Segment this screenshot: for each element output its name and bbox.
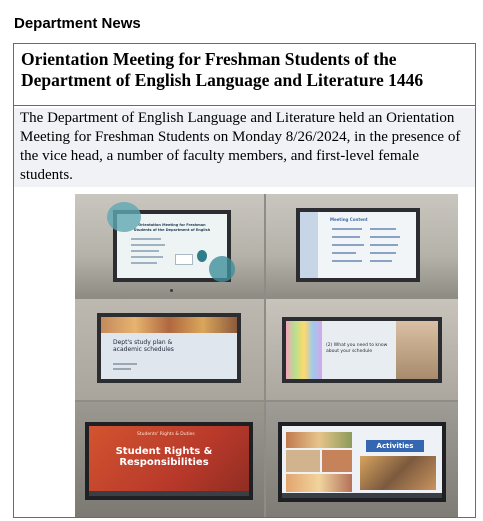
slide-title: (2) What you need to know about your schedule (326, 343, 388, 354)
slide-title: Student Rights & Responsibilities (115, 446, 213, 468)
photo-orientation-slide (75, 194, 264, 297)
slide-title: Activities (366, 440, 424, 452)
slide-title: Meeting Content (330, 217, 368, 222)
photo-activities-slide (266, 402, 458, 517)
body-cell (14, 106, 475, 517)
slide-title: Dept's study plan & academic schedules (113, 339, 174, 353)
title-cell (14, 44, 475, 106)
slide-title: Orientation Meeting for Freshman Students of the Department of English (133, 223, 211, 232)
photo-student-rights-slide (75, 402, 264, 517)
article-title: Orientation Meeting for Freshman Students of the Department of English Language and Literature 1446 (21, 49, 424, 90)
photo-schedule-slide (266, 299, 458, 400)
news-table (13, 43, 476, 518)
photo-meeting-content-slide (266, 194, 458, 297)
photo-collage (75, 194, 458, 517)
slide-subtitle: Students' Rights & Duties (137, 432, 195, 437)
photo-study-plan-slide (75, 299, 264, 400)
section-heading: Department News (14, 15, 141, 32)
article-body: The Department of English Language and Literature held an Orientation Meeting for Freshman Students on Monday 8/26/2024, in the presence of the vice head, a number of faculty members, and first-level female students. (14, 108, 475, 187)
